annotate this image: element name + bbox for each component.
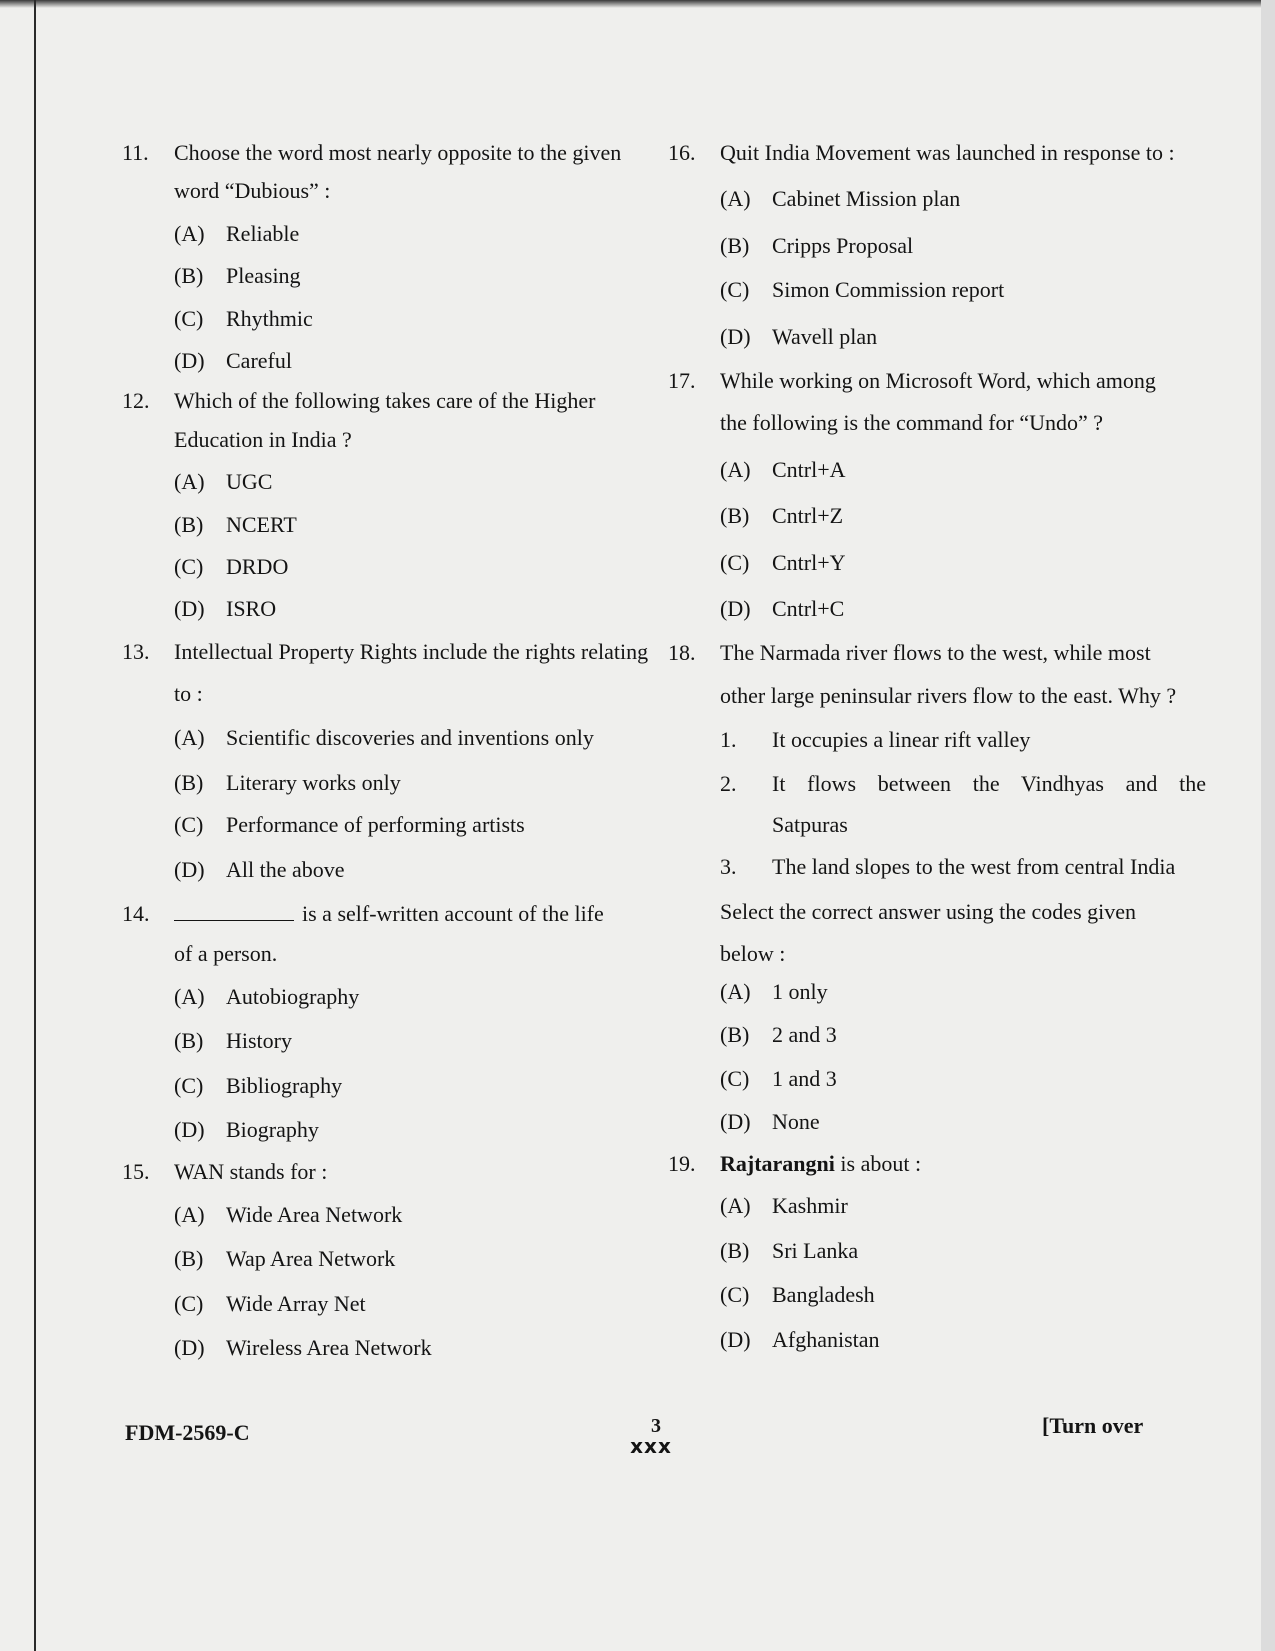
question-text-cont: the following is the command for “Undo” ? bbox=[720, 410, 1104, 436]
option-b: (B) Cntrl+Z bbox=[720, 503, 844, 529]
option-c: (C) Rhythmic bbox=[174, 305, 313, 331]
option-a: (A) Kashmir bbox=[720, 1193, 848, 1219]
question-15 bbox=[122, 1159, 650, 1361]
question-number: 14. bbox=[122, 901, 150, 927]
question-number: 16. bbox=[668, 140, 696, 165]
question-text: Quit India Movement was launched in response to : bbox=[720, 140, 1175, 165]
page-mark: xxx bbox=[630, 1434, 672, 1458]
option-d: (D) Wavell plan bbox=[720, 323, 878, 349]
option-b: (B) Pleasing bbox=[174, 263, 301, 289]
option-d: (D) Wireless Area Network bbox=[174, 1334, 432, 1360]
question-number: 15. bbox=[122, 1159, 150, 1185]
option-a: (A) Autobiography bbox=[174, 983, 360, 1009]
option-b: (B) 2 and 3 bbox=[720, 1021, 837, 1047]
question-text: The Narmada river flows to the west, while most bbox=[720, 640, 1151, 666]
question-bold-term: Rajtarangni bbox=[720, 1150, 835, 1176]
option-d: (D) None bbox=[720, 1108, 820, 1134]
question-text-cont: word “Dubious” : bbox=[174, 178, 331, 204]
question-number: 18. bbox=[668, 640, 696, 666]
statement-3: 3. The land slopes to the west from central India bbox=[720, 854, 1176, 880]
option-c: (C) Cntrl+Y bbox=[720, 549, 846, 575]
right-column bbox=[668, 140, 1206, 1353]
question-text-cont: Education in India ? bbox=[174, 426, 352, 452]
question-number: 19. bbox=[668, 1150, 696, 1176]
scan-left-edge bbox=[34, 0, 36, 1651]
question-19 bbox=[668, 1151, 1206, 1353]
question-12 bbox=[122, 388, 650, 622]
question-text: Which of the following takes care of the Higher bbox=[174, 388, 596, 414]
question-14 bbox=[122, 901, 650, 1143]
fill-blank bbox=[174, 902, 294, 921]
question-text: Intellectual Property Rights include the rights relating bbox=[174, 638, 649, 664]
question-text: Choose the word most nearly opposite to the given bbox=[174, 140, 622, 165]
turn-over-note: [Turn over bbox=[1042, 1413, 1144, 1438]
option-c: (C) Performance of performing artists bbox=[174, 812, 525, 838]
option-b: (B) NCERT bbox=[174, 511, 297, 537]
instruction-text: Select the correct answer using the codes given bbox=[720, 898, 1137, 924]
option-b: (B) Literary works only bbox=[174, 769, 401, 795]
option-a: (A) Cabinet Mission plan bbox=[720, 186, 961, 212]
option-c: (C) DRDO bbox=[174, 553, 289, 579]
question-text: is about : bbox=[840, 1150, 922, 1176]
option-c: (C) Bibliography bbox=[174, 1072, 343, 1098]
statement-2-cont: Satpuras bbox=[772, 811, 848, 837]
statement-1: 1. It occupies a linear rift valley bbox=[720, 727, 1031, 753]
option-a: (A) Reliable bbox=[174, 220, 300, 246]
left-column bbox=[122, 140, 650, 1361]
option-a: (A) Wide Area Network bbox=[174, 1201, 403, 1227]
option-a: (A) UGC bbox=[174, 469, 273, 495]
scan-top-edge bbox=[0, 0, 1275, 8]
option-a: (A) Cntrl+A bbox=[720, 456, 846, 482]
question-11 bbox=[122, 140, 650, 374]
question-number: 12. bbox=[122, 388, 150, 414]
option-c: (C) Wide Array Net bbox=[174, 1290, 366, 1316]
option-b: (B) Sri Lanka bbox=[720, 1237, 859, 1263]
option-c: (C) 1 and 3 bbox=[720, 1066, 837, 1092]
question-text-cont: of a person. bbox=[174, 941, 278, 967]
page-number: 3 bbox=[651, 1415, 661, 1437]
option-c: (C) Simon Commission report bbox=[720, 277, 1005, 303]
question-number: 11. bbox=[122, 140, 149, 165]
question-16 bbox=[668, 140, 1206, 350]
question-number: 13. bbox=[122, 638, 150, 664]
question-13 bbox=[122, 639, 650, 883]
question-17 bbox=[668, 368, 1206, 622]
option-a: (A) 1 only bbox=[720, 979, 828, 1005]
scan-right-edge bbox=[1261, 0, 1275, 1651]
option-a: (A) Scientific discoveries and inventions only bbox=[174, 725, 594, 751]
question-text-cont: to : bbox=[174, 681, 203, 707]
option-b: (B) Cripps Proposal bbox=[720, 232, 914, 258]
option-b: (B) History bbox=[174, 1028, 292, 1054]
paper-code: FDM-2569-C bbox=[125, 1420, 250, 1445]
option-b: (B) Wap Area Network bbox=[174, 1246, 396, 1272]
question-18 bbox=[668, 640, 1206, 1135]
option-d: (D) ISRO bbox=[174, 596, 277, 622]
question-text: is a self-written account of the life bbox=[302, 901, 604, 927]
question-text: While working on Microsoft Word, which among bbox=[720, 367, 1156, 393]
option-d: (D) Afghanistan bbox=[720, 1326, 880, 1352]
option-d: (D) All the above bbox=[174, 856, 345, 882]
instruction-text-cont: below : bbox=[720, 941, 786, 967]
question-text: WAN stands for : bbox=[174, 1159, 328, 1185]
statement-2: 2. It flows between the Vindhyas and the bbox=[720, 771, 1206, 797]
option-d: (D) Biography bbox=[174, 1116, 319, 1142]
question-number: 17. bbox=[668, 367, 696, 393]
option-d: (D) Cntrl+C bbox=[720, 595, 845, 621]
option-c: (C) Bangladesh bbox=[720, 1282, 875, 1308]
question-text-cont: other large peninsular rivers flow to the east. Why ? bbox=[720, 682, 1177, 708]
option-d: (D) Careful bbox=[174, 347, 292, 373]
